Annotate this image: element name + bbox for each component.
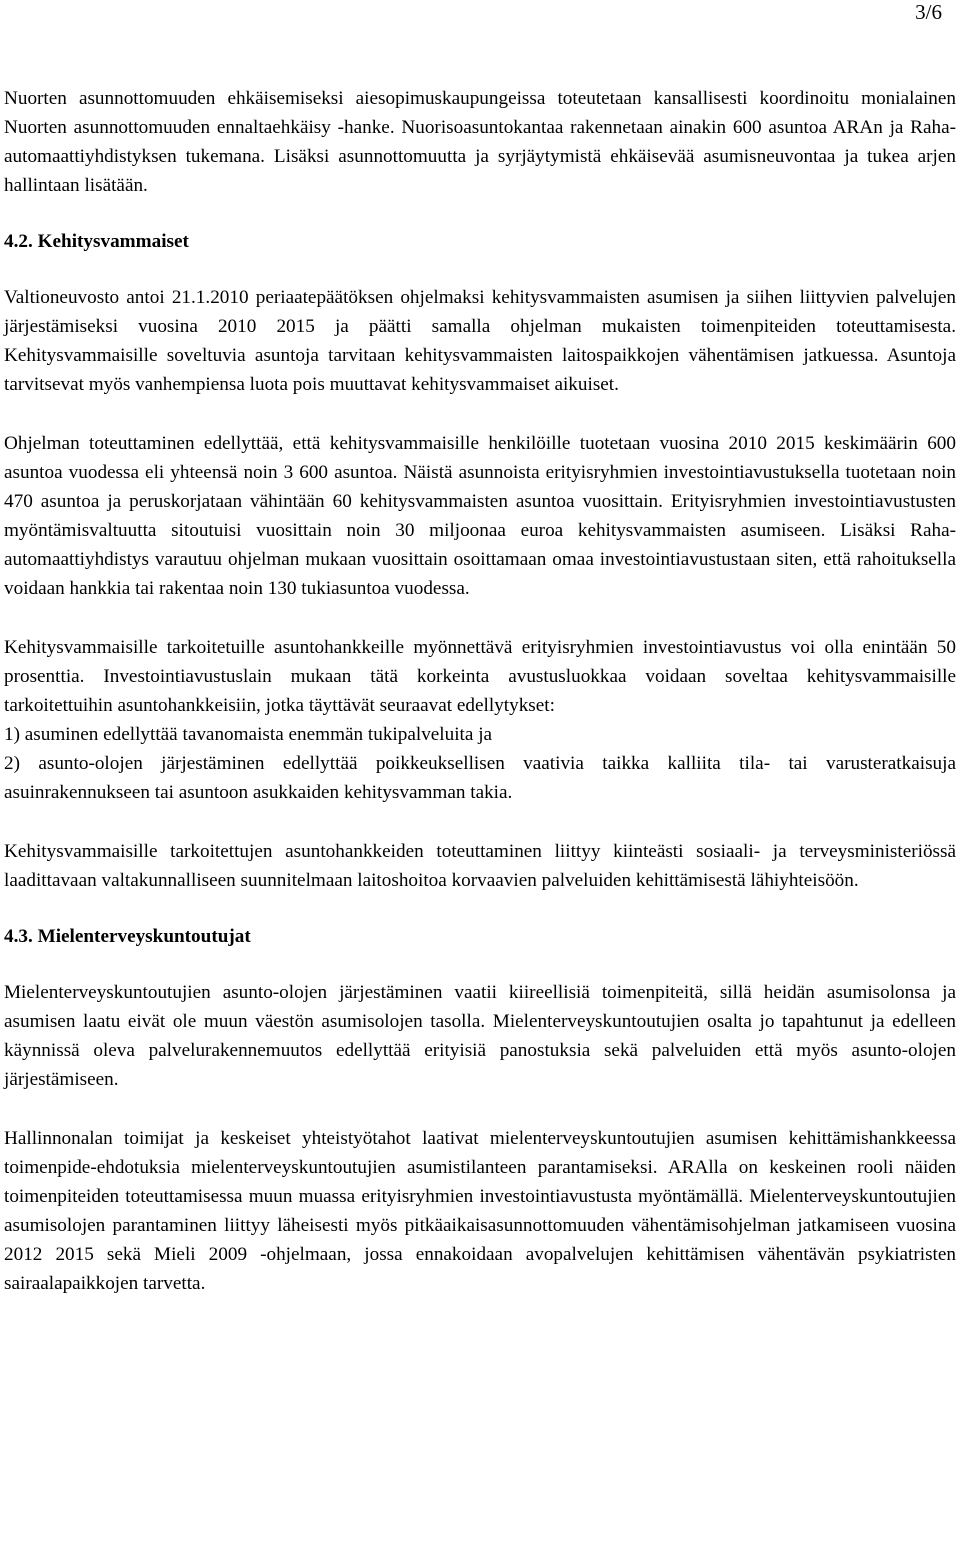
paragraph-mental-health-housing: Mielenterveyskuntoutujien asunto-olojen järjestäminen vaatii kiireellisiä toimenpiteitä, sillä heidän asumisolonsa ja asumisen laatu eivät ole muun väestön asumisolojen tasolla. Mielenterveyskuntoutujien osalta jo tapahtunut ja edelleen käynnissä oleva palvelurakennemuutos edellyttää erityisiä panostuksia sekä palveluiden että myös asunto-olojen järjestämiseen.	[4, 982, 956, 1090]
list-item-2: 2) asunto-olojen järjestäminen edellyttää poikkeuksellisen vaativia taikka kalliita tila- tai varusteratkaisuja asuinrakennukseen tai asuntoon asukkaiden kehitysvamman takia.	[4, 753, 956, 803]
paragraph-government-resolution: Valtioneuvosto antoi 21.1.2010 periaatepäätöksen ohjelmaksi kehitysvammaisten asumisen ja siihen liittyvien palvelujen järjestämiseksi vuosina 2010 2015 ja päätti samalla ohjelman mukaisten toimenpiteiden toteuttamisesta. Kehitysvammaisille soveltuvia asuntoja tarvitaan kehitysvammaisten laitospaikkojen vähentämisen jatkuessa. Asuntoja tarvitsevat myös vanhempiensa luota pois muuttavat kehitysvammaiset aikuiset.	[4, 287, 956, 395]
page-number: 3/6	[915, 0, 942, 24]
paragraph-programme-implementation: Ohjelman toteuttaminen edellyttää, että kehitysvammaisille henkilöille tuotetaan vuosina 2010 2015 keskimäärin 600 asuntoa vuodessa eli yhteensä noin 3 600 asuntoa. Näistä asunnoista erityisryhmien investointiavustuksella tuotetaan noin 470 asuntoa ja peruskorjataan vähintään 60 kehitysvammaisten asuntoa vuosittain. Erityisryhmien investointiavustusten myöntämisvaltuutta sitoutuisi vuosittain noin 30 miljoonaa euroa kehitysvammaisten asumiseen. Lisäksi Raha-automaattiyhdistys varautuu ohjelman mukaan vuosittain osoittamaan omaa investointiavustustaan siten, että rahoituksella voidaan hankkia tai rakentaa noin 130 tukiasuntoa vuodessa.	[4, 433, 956, 599]
paragraph-investment-grant: Kehitysvammaisille tarkoitetuille asuntohankkeille myönnettävä erityisryhmien investointiavustus voi olla enintään 50 prosenttia. Investointiavustuslain mukaan tätä korkeinta avustusluokkaa voidaan soveltaa kehitysvammaisille tarkoitettuihin asuntohankkeisiin, jotka täyttävät seuraavat edellytykset:	[4, 637, 956, 716]
paragraph-youth-homelessness: Nuorten asunnottomuuden ehkäisemiseksi aiesopimuskaupungeissa toteutetaan kansallisesti koordinoitu monialainen Nuorten asunnottomuuden ennaltaehkäisy -hanke. Nuorisoasuntokantaa rakennetaan ainakin 600 asuntoa ARAn ja Raha-automaattiyhdistyksen tukemana. Lisäksi asunnottomuutta ja syrjäytymistä ehkäisevää asumisneuvontaa ja tukea arjen hallintaan lisätään.	[4, 88, 956, 196]
section-heading-4-2: 4.2. Kehitysvammaiset	[4, 231, 189, 252]
list-item-1: 1) asuminen edellyttää tavanomaista enemmän tukipalveluita ja	[4, 724, 493, 745]
document-body	[4, 84, 956, 1298]
section-heading-4-3: 4.3. Mielenterveyskuntoutujat	[4, 926, 251, 947]
paragraph-social-ministry-plan: Kehitysvammaisille tarkoitettujen asuntohankkeiden toteuttaminen liittyy kiinteästi sosiaali- ja terveysministeriössä laadittavaan valtakunnalliseen suunnitelmaan laitoshoitoa korvaavien palveluiden kehittämisestä lähiyhteisöön.	[4, 841, 956, 891]
paragraph-administrative-actors: Hallinnonalan toimijat ja keskeiset yhteistyötahot laativat mielenterveyskuntoutujien asumisen kehittämishankkeessa toimenpide-ehdotuksia mielenterveyskuntoutujien asumistilanteen parantamiseksi. ARAlla on keskeinen rooli näiden toimenpiteiden toteuttamisessa muun muassa erityisryhmien investointiavustusta myöntämällä. Mielenterveyskuntoutujien asumisolojen parantaminen liittyy läheisesti myös pitkäaikaisasunnottomuuden vähentämisohjelman jatkamiseen vuosina 2012 2015 sekä Mieli 2009 -ohjelmaan, jossa ennakoidaan avopalvelujen kehittämisen vähentävän psykiatristen sairaalapaikkojen tarvetta.	[4, 1128, 956, 1294]
